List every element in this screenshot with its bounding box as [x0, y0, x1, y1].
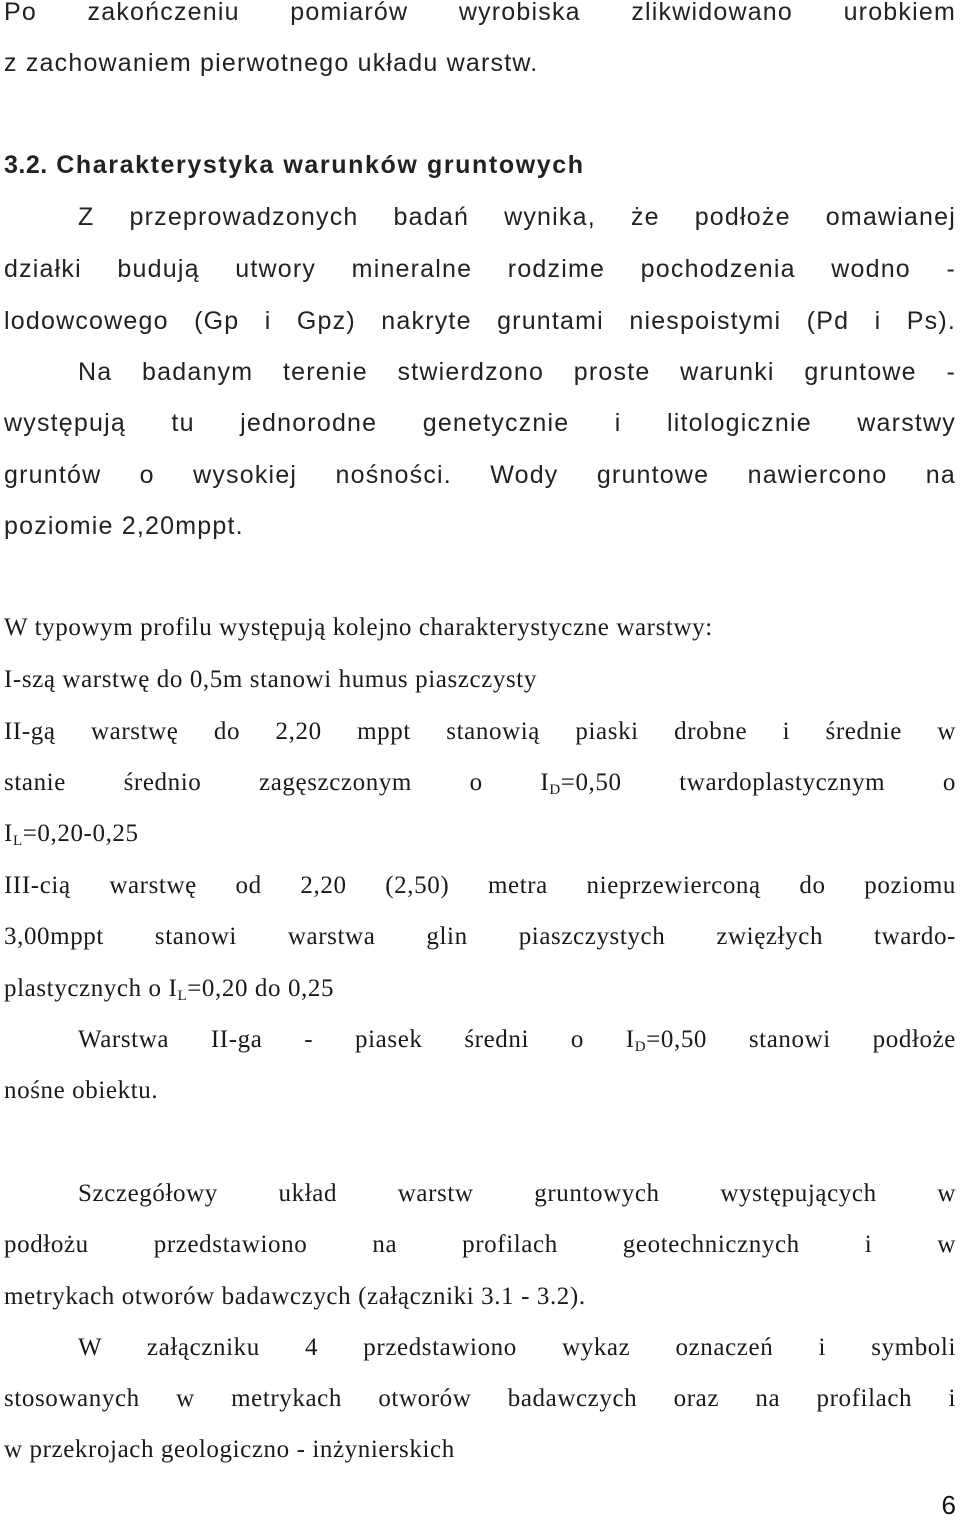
bearing-layer-text-b: =0,50 stanowi podłoże [646, 1026, 956, 1053]
layer-2-line-3-text-a: I [4, 820, 13, 847]
density-index-subscript: D [634, 1039, 647, 1055]
section-heading [4, 150, 956, 180]
para1-line-1: Z przeprowadzonych badań wynika, że podłoże omawianej [78, 203, 956, 231]
para1-line-3: lodowcowego (Gp i Gpz) nakryte gruntami niespoistymi (Pd i Ps). [4, 307, 956, 335]
layer-3-line-3 [4, 974, 956, 1004]
liquidity-index-subscript: L [177, 988, 188, 1004]
para4-line-1: W załączniku 4 przedstawiono wykaz oznaczeń i symboli [78, 1334, 956, 1361]
liquidity-index-subscript: L [12, 833, 23, 849]
para3-line-1: Szczegółowy układ warstw gruntowych występujących w [78, 1180, 956, 1207]
layer-1-text: I-szą warstwę do 0,5m stanowi humus piaszczysty [4, 666, 537, 693]
intro-line-2: z zachowaniem pierwotnego układu warstw. [4, 49, 539, 77]
para3-line-2: podłożu przedstawiono na profilach geotechnicznych i w [4, 1231, 956, 1258]
layer-2-line-2-text-b: =0,50 twardoplastycznym o [560, 769, 956, 796]
para2-line-4: poziomie 2,20mppt. [4, 512, 244, 540]
layer-3-line-3-text-b: =0,20 do 0,25 [187, 975, 335, 1002]
layer-3-line-1: III-cią warstwę od 2,20 (2,50) metra nieprzewierconą do poziomu [4, 872, 956, 899]
layers-intro: W typowym profilu występują kolejno charakterystyczne warstwy: [4, 614, 713, 641]
intro-line-1: Po zakończeniu pomiarów wyrobiska zlikwidowano urobkiem [4, 0, 956, 26]
layer-2-line-1: II-gą warstwę do 2,20 mppt stanowią piaski drobne i średnie w [4, 718, 956, 745]
page-number: 6 [941, 1490, 956, 1520]
para4-line-3: w przekrojach geologiczno - inżynierskich [4, 1436, 455, 1463]
layer-3-line-3-text-a: plastycznych o I [4, 975, 178, 1002]
density-index-subscript: D [549, 782, 561, 798]
para3-line-3: metrykach otworów badawczych (załączniki 3.1 - 3.2). [4, 1283, 586, 1310]
document-page [4, 0, 956, 1520]
layer-2-line-2 [4, 768, 956, 798]
layer-2-line-3-text-b: =0,20-0,25 [22, 820, 139, 847]
bearing-layer-line-2: nośne obiektu. [4, 1077, 159, 1104]
para2-line-2: występują tu jednorodne genetycznie i litologicznie warstwy [4, 409, 956, 437]
section-title: Charakterystyka warunków gruntowych [56, 151, 585, 179]
layer-2-line-3 [4, 819, 956, 849]
para2-line-3: gruntów o wysokiej nośności. Wody gruntowe nawiercono na [4, 461, 956, 489]
para4-line-2: stosowanych w metrykach otworów badawczych oraz na profilach i [4, 1385, 956, 1412]
para1-line-2: działki budują utwory mineralne rodzime pochodzenia wodno - [4, 255, 956, 283]
section-number: 3.2. [4, 151, 48, 179]
para2-line-1: Na badanym terenie stwierdzono proste warunki gruntowe - [78, 358, 956, 386]
layer-3-line-2: 3,00mppt stanowi warstwa glin piaszczystych zwięzłych twardo- [4, 923, 956, 950]
bearing-layer-text-a: Warstwa II-ga - piasek średni o I [78, 1026, 635, 1053]
bearing-layer-line-1 [4, 1025, 956, 1055]
layer-2-line-2-text-a: stanie średnio zagęszczonym o I [4, 769, 550, 796]
